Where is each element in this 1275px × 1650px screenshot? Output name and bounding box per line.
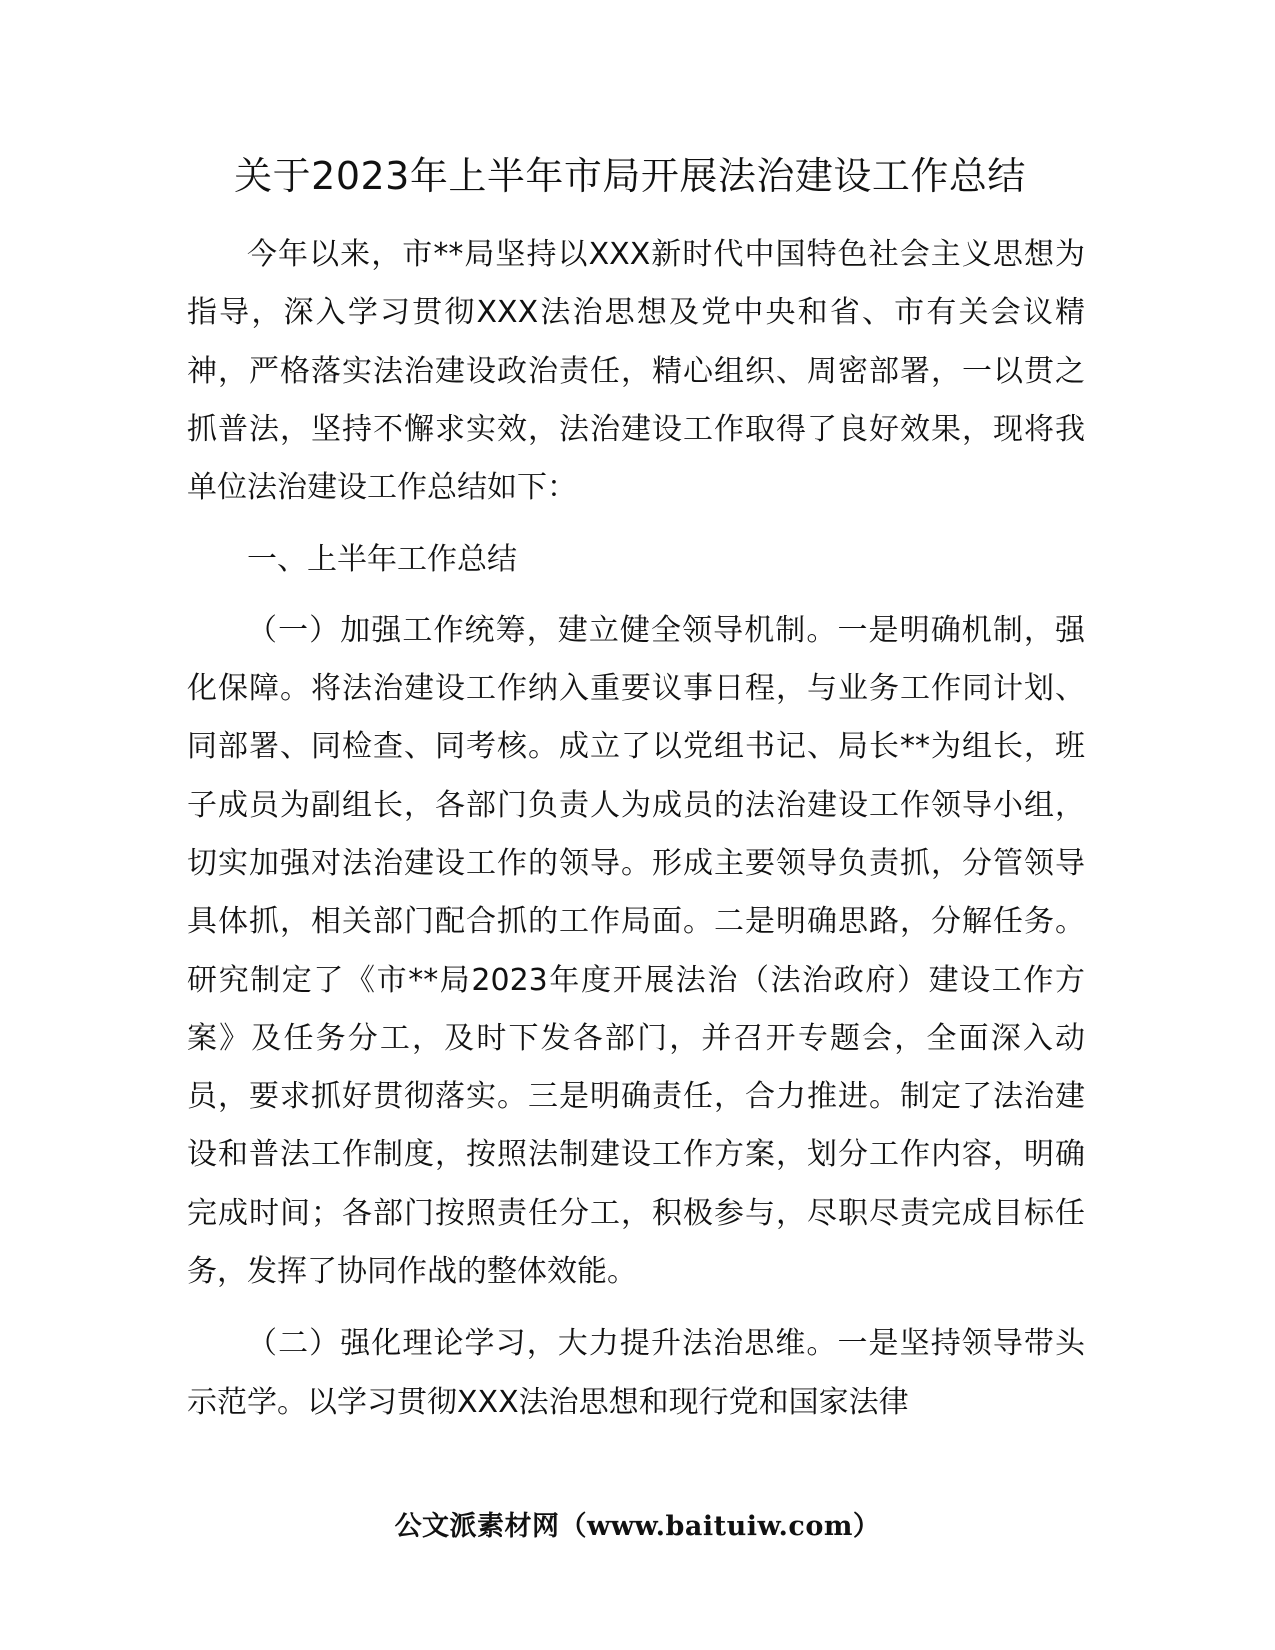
- footer-watermark: 公文派素材网（www.baituiw.com）: [394, 1511, 881, 1542]
- document-title: 关于2023年上半年市局开展法治建设工作总结: [234, 154, 1026, 198]
- intro-paragraph: 今年以来，市**局坚持以XXX新时代中国特色社会主义思想为指导，深入学习贯彻XXX法治思想及党中央和省、市有关会议精神，严格落实法治建设政治责任，精心组织、周密部署，一以贯之抓普法，坚持不懈求实效，法治建设工作取得了良好效果，现将我单位法治建设工作总结如下：: [187, 237, 1085, 506]
- section-heading: 一、上半年工作总结: [247, 542, 517, 578]
- section-paragraph-2: （二）强化理论学习，大力提升法治思维。一是坚持领导带头示范学。以学习贯彻XXX法治思想和现行党和国家法律: [187, 1326, 1085, 1420]
- section-paragraph-1: （一）加强工作统筹，建立健全领导机制。一是明确机制，强化保障。将法治建设工作纳入重要议事日程，与业务工作同计划、同部署、同检查、同考核。成立了以党组书记、局长**为组长，班子成员为副组长，各部门负责人为成员的法治建设工作领导小组，切实加强对法治建设工作的领导。形成主要领导负责抓，分管领导具体抓，相关部门配合抓的工作局面。二是明确思路，分解任务。研究制定了《市**局2023年度开展法治（法治政府）建设工作方案》及任务分工，及时下发各部门，并召开专题会，全面深入动员，要求抓好贯彻落实。三是明确责任，合力推进。制定了法治建设和普法工作制度，按照法制建设工作方案，划分工作内容，明确完成时间；各部门按照责任分工，积极参与，尽职尽责完成目标任务，发挥了协同作战的整体效能。: [187, 612, 1085, 1290]
- document-body: [187, 226, 1085, 1432]
